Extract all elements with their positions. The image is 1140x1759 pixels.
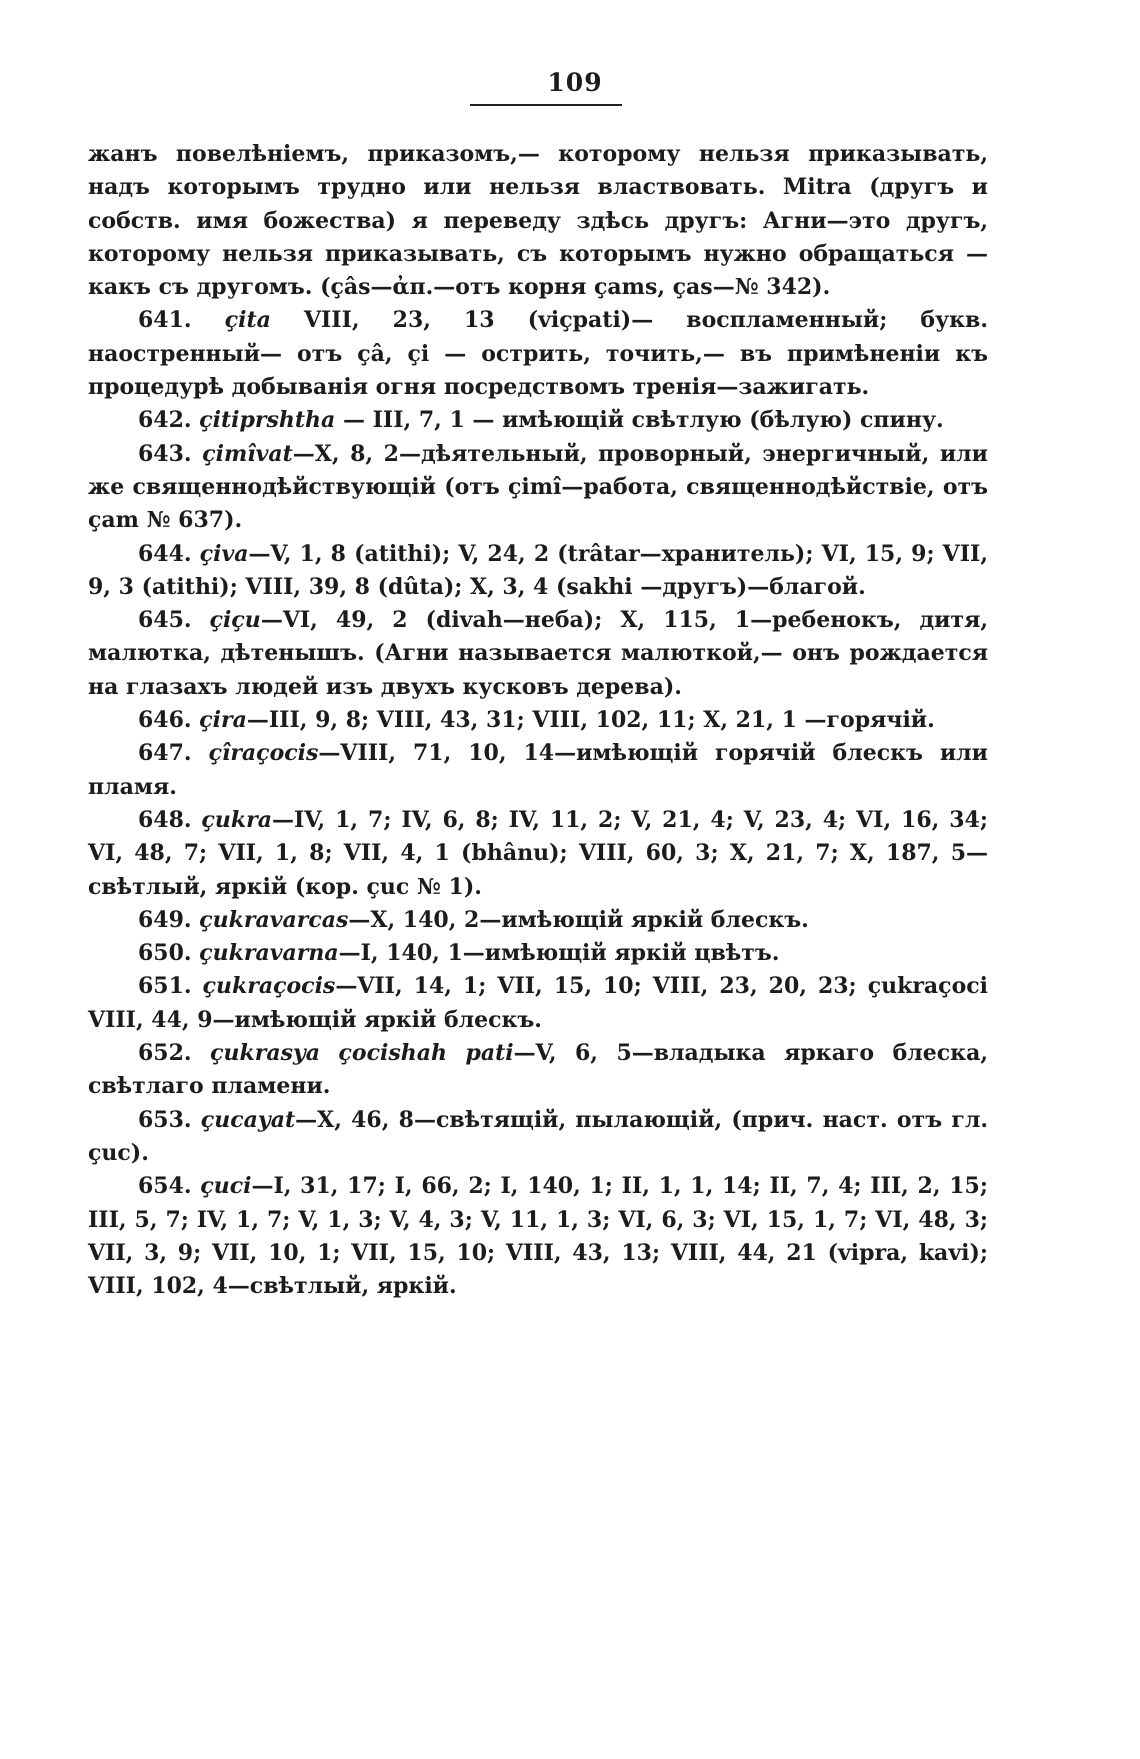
page-number: 109 [547,68,603,97]
entry-650 [88,937,988,970]
entry-number: 650. [138,940,192,967]
entry-number: 646. [138,707,192,734]
page-body [88,138,988,1303]
entry-number: 644. [138,540,192,567]
entry-number: 651. [138,973,192,1000]
entry-number: 645. [138,607,192,634]
entry-number: 652. [138,1040,192,1067]
entry-649 [88,904,988,937]
entry-term: çitiprshtha [199,407,336,434]
entry-648 [88,804,988,904]
header-rule [470,104,622,106]
entry-text: —X, 8, 2—дѣятельный, проворный, энергичный, или же священнодѣйствующій (отъ çimî—работа, священнодѣйствіе, отъ çam № 637). [88,440,988,534]
entry-term: çimîvat [202,440,293,467]
entry-text: —I, 140, 1—имѣющій яркій цвѣтъ. [338,940,780,967]
entry-text: —V, 6, 5—владыка яркаго блеска, свѣтлаго пламени. [88,1040,988,1100]
entry-number: 654. [138,1173,192,1200]
entry-number: 648. [138,806,192,833]
entry-text: —IV, 1, 7; IV, 6, 8; IV, 11, 2; V, 21, 4; V, 23, 4; VI, 16, 34; VI, 48, 7; VII, 1, 8; VII, 4, 1 (bhânu); VIII, 60, 3; X, 21, 7; X, 187, 5—свѣтлый, яркій (кор. çuc № 1). [88,806,988,900]
entry-643 [88,438,988,538]
entry-652 [88,1037,988,1104]
entry-term: çiçu [209,607,261,634]
entry-term: çîraçocis [208,740,319,767]
entry-term: çucayat [200,1106,296,1133]
entry-644 [88,538,988,605]
entry-number: 649. [138,906,192,933]
entry-number: 647. [138,740,192,767]
entry-text: VIII, 23, 13 (viçpati)— воспламенный; букв. наостренный— отъ çâ, çi — острить, точить,— въ примѣненіи къ процедурѣ добыванія огня посредствомъ тренія—зажигать. [88,307,988,401]
entry-text: —V, 1, 8 (atithi); V, 24, 2 (trâtar—хранитель); VI, 15, 9; VII, 9, 3 (atithi); VIII, 39, 8 (dûta); X, 3, 4 (sakhi —другъ)—благой. [88,540,988,600]
entry-number: 653. [138,1106,192,1133]
entry-term: çukraçocis [202,973,336,1000]
entry-term: çita [224,307,271,334]
entry-text: —III, 9, 8; VIII, 43, 31; VIII, 102, 11; X, 21, 1 —горячій. [246,707,935,734]
entry-number: 642. [138,407,192,434]
entry-642 [88,404,988,437]
entry-654 [88,1170,988,1303]
entry-term: çukrasya çocishah pati [210,1040,514,1067]
paragraph-text: жанъ повелѣніемъ, приказомъ,— которому нельзя приказывать, надъ которымъ трудно или нельзя властвовать. Mitra (другъ и собств. имя божества) я переведу здѣсь другъ: Агни—это другъ, которому нельзя приказывать, съ которымъ нужно обращаться —какъ съ другомъ. (çâs—ἀπ.—отъ корня çams, ças—№ 342). [88,141,988,301]
entry-651 [88,970,988,1037]
entry-text: — III, 7, 1 — имѣющій свѣтлую (бѣлую) спину. [335,407,944,434]
entry-653 [88,1104,988,1171]
entry-term: çuci [200,1173,252,1200]
entry-text: —X, 46, 8—свѣтящій, пылающій, (прич. наст. отъ гл. çuc). [88,1106,988,1166]
entry-text: —X, 140, 2—имѣющій яркій блескъ. [348,906,809,933]
entry-term: çukravarcas [199,906,349,933]
entry-text: —I, 31, 17; I, 66, 2; I, 140, 1; II, 1, 1, 14; II, 7, 4; III, 2, 15; III, 5, 7; IV, 1, 7; V, 1, 3; V, 4, 3; V, 11, 1, 3; VI, 6, 3; VI, 15, 1, 7; VI, 48, 3; VII, 3, 9; VII, 10, 1; VII, 15, 10; VIII, 43, 13; VIII, 44, 21 (vipra, kavi); VIII, 102, 4—свѣтлый, яркій. [88,1173,988,1300]
entry-text: —VII, 14, 1; VII, 15, 10; VIII, 23, 20, 23; çukraçoci VIII, 44, 9—имѣющій яркій блескъ. [88,973,988,1033]
entry-term: çira [199,707,247,734]
entry-text: —VI, 49, 2 (divah—неба); X, 115, 1—ребенокъ, дитя, малютка, дѣтенышъ. (Агни называется малюткой,— онъ рождается на глазахъ людей изъ двухъ кусковъ дерева). [88,607,988,700]
entry-number: 641. [138,307,192,334]
entry-number: 643. [138,440,192,467]
entry-text: —VIII, 71, 10, 14—имѣющій горячій блескъ или пламя. [88,740,988,800]
paragraph-continuation [88,138,988,304]
entry-646 [88,704,988,737]
entry-term: çukravarna [199,940,339,967]
entry-645 [88,604,988,704]
entry-641 [88,304,988,404]
entry-term: çukra [201,806,273,833]
entry-647 [88,737,988,804]
entry-term: çiva [199,540,249,567]
